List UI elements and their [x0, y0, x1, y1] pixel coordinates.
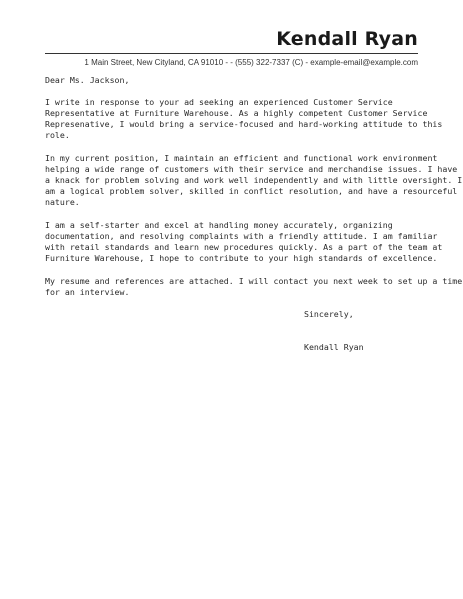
signature-name: Kendall Ryan: [304, 342, 364, 352]
closing-valediction: Sincerely,: [304, 309, 354, 319]
paragraph-skills: I am a self-starter and excel at handling money accurately, organizing documentation, and resolving complaints with a friendly attitude. I am familiar with retail standards and learn new procedures quickly. As a part of the team at Furniture Warehouse, I hope to contribute to your high standards of excellence.: [45, 220, 443, 263]
paragraph-closing: My resume and references are attached. I will contact you next week to set up a time for an interview.: [45, 276, 463, 297]
salutation: Dear Ms. Jackson,: [45, 75, 130, 85]
paragraph-intro: I write in response to your ad seeking an experienced Customer Service Representative at Furniture Warehouse. As a highly competent Customer Service Represenative, I would bring a service-focused and hard-working attitude to this role.: [45, 97, 443, 140]
header-divider: [45, 53, 418, 54]
paragraph-experience: In my current position, I maintain an efficient and functional work environment helping a wide range of customers with their service and merchandise issues. I have a knack for problem solving and work well independently and with little oversight. I am a logical problem solver, skilled in conflict resolution, and have a resourceful nature.: [45, 153, 463, 207]
contact-info-line: 1 Main Street, New Cityland, CA 91010 - - (555) 322-7337 (C) - example-email@example.com: [84, 58, 418, 67]
sender-name-heading: Kendall Ryan: [276, 28, 418, 50]
